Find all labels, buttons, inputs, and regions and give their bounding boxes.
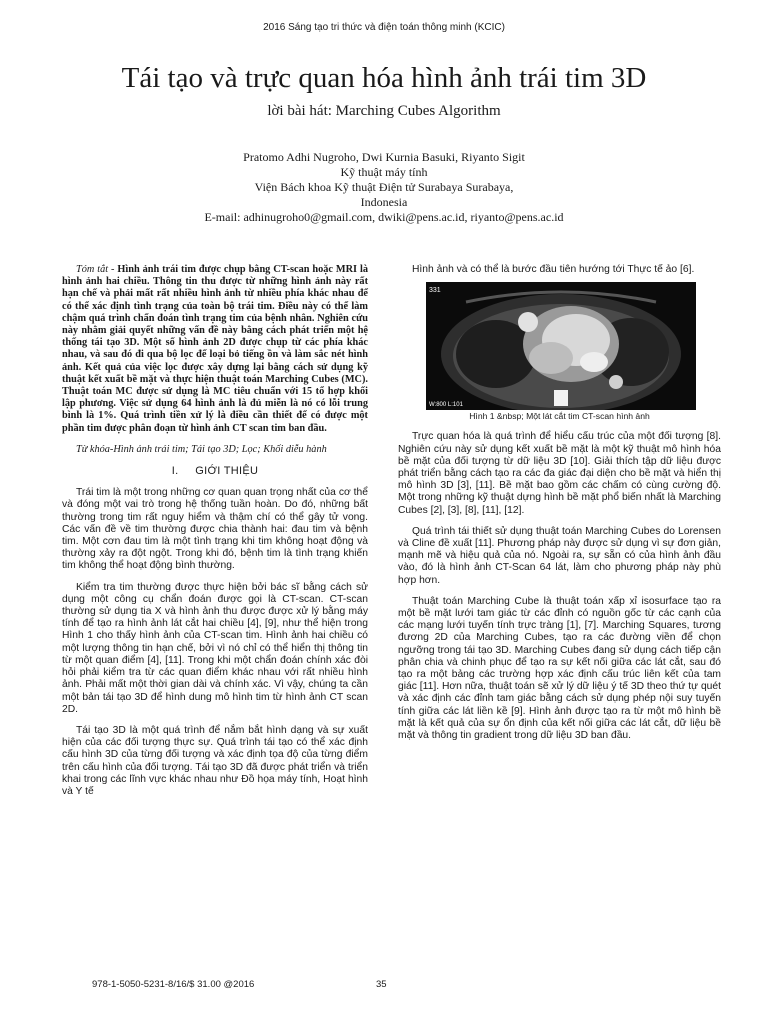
conference-header: 2016 Sáng tạo tri thức và điện toán thông minh (KCIC) (263, 22, 505, 33)
ct-corner-label: 331 (429, 287, 441, 295)
author-department: Kỹ thuật máy tính (340, 165, 428, 179)
section-number: I. (171, 465, 179, 478)
abstract-label: Tóm tắt - (76, 264, 118, 275)
ct-scan-figure (426, 282, 696, 410)
author-names: Pratomo Adhi Nugroho, Dwi Kurnia Basuki, Riyanto Sigit (243, 150, 525, 164)
author-country: Indonesia (360, 195, 408, 209)
intro-paragraph-2: Kiểm tra tim thường được thực hiện bởi bác sĩ bằng cách sử dụng một công cụ chẩn đoán được gọi là CT-scan. CT-scan thường sử dụng tia X và hình ảnh thu được được xử lý bằng máy tính để tạo ra hình ảnh lát cắt hai chiều [4], [9], như thể hiện trong Hình 1 cho thấy hình ảnh của CT-scan tim. Hình ảnh hai chiều có một lượng thông tin hạn chế, bởi vì nó chỉ có thể hiển thị thông tin từ một quan điểm [4], [11]. Trong khi một chẩn đoán chính xác đòi hỏi phải kiểm tra từ các quan điểm khác nhau với rất nhiều hình ảnh. Phải mất một thời gian dài và chính xác. Vì vậy, chúng ta cần một bản tái tạo 3D để hình dung mô hình tim từ hình ảnh CT scan 2D. (62, 581, 368, 715)
section-title: GIỚI THIỆU (195, 465, 259, 478)
intro-paragraph-1: Trái tim là một trong những cơ quan quan trọng nhất của cơ thể và đóng một vai trò trong hệ thống tuần hoàn. Do đó, những bất thường trong tim rất nguy hiểm và thậm chí có thể gây tử vong. Các vấn đề về tim thường được chia thành hai: đau tim và bệnh tim. Một cơn đau tim là một tình trạng khi tim không hoạt động và thường xảy ra đột ngột. Trong khi đó, bệnh tim là tình trạng khiến tim không thể hoạt động bình thường. (62, 487, 368, 572)
left-column (62, 264, 368, 807)
right-paragraph-3: Thuật toán Marching Cube là thuật toán xấp xỉ isosurface tạo ra một bề mặt lưới tam giác từ các đỉnh có nguồn gốc từ các cạnh của các mạng lưới tuyến tính trực tràng [1], [7]. Marching Squares, tương đương 2D của Marching Cubes, tạo ra các đường viền để chọn ngưỡng trong tái tạo 3D. Marching Cubes đang sử dụng cách tiếp cận phân chia và chinh phục để tạo ra sự kết nối giữa các lát cắt, sau đó tạo ra một bảng các trường hợp xác định cấu trúc liên kết của tam giác [11]. Hơn nữa, thuật toán sẽ xử lý dữ liệu ý tế 3D theo thứ tự quét và xác định các đỉnh tam giác bằng cách sử dụng phép nội suy tuyến tính giữa các lát liền kề [9]. Hình ảnh được tạo ra từ một mô hình bề mặt là kết quả của sự ổn định của kết nối giữa các lát cắt, dữ liệu bề mặt và thông tin gradient trong dữ liệu 3D ban đầu. (398, 595, 721, 742)
figure-caption: Hình 1 &nbsp; Một lát cắt tim CT-scan hình ảnh (469, 411, 650, 422)
abstract (62, 264, 368, 435)
paper-subtitle: lời bài hát: Marching Cubes Algorithm (267, 103, 501, 119)
paper-title: Tái tạo và trực quan hóa hình ảnh trái tim 3D (121, 62, 647, 94)
footer-isbn: 978-1-5050-5231-8/16/$ 31.00 @2016 (92, 979, 255, 990)
intro-paragraph-3: Tái tạo 3D là một quá trình để nắm bắt hình dạng và sự xuất hiện của các đối tượng thực sự. Quá trình tái tạo có thể xác định cấu hình 3D của từng đối tượng và xác định tọa độ của từng điểm trên cấu hình của đối tượng. Tái tạo 3D đã được phát triển và triển khai trong các lĩnh vực khác nhau như Đồ họa máy tính, Hoạt hình và Y tế (62, 724, 368, 797)
ct-window-label: W:800 L:101 (429, 402, 463, 409)
right-column (398, 264, 721, 751)
right-paragraph-1: Trực quan hóa là quá trình để hiểu cấu trúc của một đối tượng [8]. Nghiên cứu này sử dụng kết xuất bề mặt là một kỹ thuật mô hình hóa bề mặt của đối tượng từ dữ liệu 3D [10]. Giải thích tập dữ liệu được phát triển bằng cách tạo ra các đa giác đại diện cho bề mặt và hiển thị mô hình 3D [3], [11]. Bề mặt bao gồm các chấm có cùng cường độ. Một trong những kỹ thuật dựng hình bề mặt phổ biến nhất là Marching Cubes [2], [3], [8], [11], [12]. (398, 431, 721, 516)
page-number: 35 (376, 979, 387, 990)
author-email: E-mail: adhinugroho0@gmail.com, dwiki@pens.ac.id, riyanto@pens.ac.id (204, 210, 564, 224)
abstract-text: Hình ảnh trái tim được chụp bằng CT-scan hoặc MRI là hình ảnh hai chiều. Thông tin thu được từ những hình ảnh này rất hạn chế và phải mất rất nhiều hình ảnh từ nhiều phía khác nhau để có thể xác định tình trạng của toàn bộ trái tim. Điều này có thể làm chậm quá trình chẩn đoán tình trạng tim của bệnh nhân. Nghiên cứu này nhằm giải quyết những vấn đề này bằng cách phát triển một hệ thống tái tạo 3D. Một số hình ảnh 2D được chụp từ các phía khác nhau, và sau đó đi qua bộ lọc để loại bỏ tiếng ồn và làm sắc nét hình ảnh. Kết quả của việc lọc được xây dựng lại bằng cách sử dụng kỹ thuật kết xuất bề mặt và thực hiện thuật toán Marching Cubes (MC). Thuật toán MC được sử dụng là MC tiêu chuẩn với 15 tổ hợp khối lập phương. Việc sử dụng 64 hình ảnh là đủ miễn là nó có lỗi trung bình là 1%. Quá trình tiền xử lý là điều cần thiết để có được một phần tim được phân đoạn từ hình ảnh CT scan tim ban đầu. (62, 264, 368, 434)
section-heading (62, 465, 368, 477)
keywords: Từ khóa-Hình ảnh trái tim; Tái tạo 3D; Lọc; Khối diễu hành (76, 443, 327, 455)
ct-scan-image (426, 282, 696, 410)
author-block (0, 150, 768, 225)
right-paragraph-2: Quá trình tái thiết sử dụng thuật toán Marching Cubes do Lorensen và Cline đề xuất [11]. Phương pháp này được sử dụng vì sự đơn giản, mạnh mẽ và hiệu quả của nó. Ngoài ra, sự sẵn có của hình ảnh đầu vào, đó là hình ảnh CT-Scan 64 lát, làm cho phương pháp này phù hợp hơn. (398, 525, 721, 586)
author-institute: Viện Bách khoa Kỹ thuật Điện tử Surabaya Surabaya, (254, 180, 514, 194)
continuation-text: Hình ảnh và có thể là bước đầu tiên hướng tới Thực tế ảo [6]. (412, 264, 695, 275)
